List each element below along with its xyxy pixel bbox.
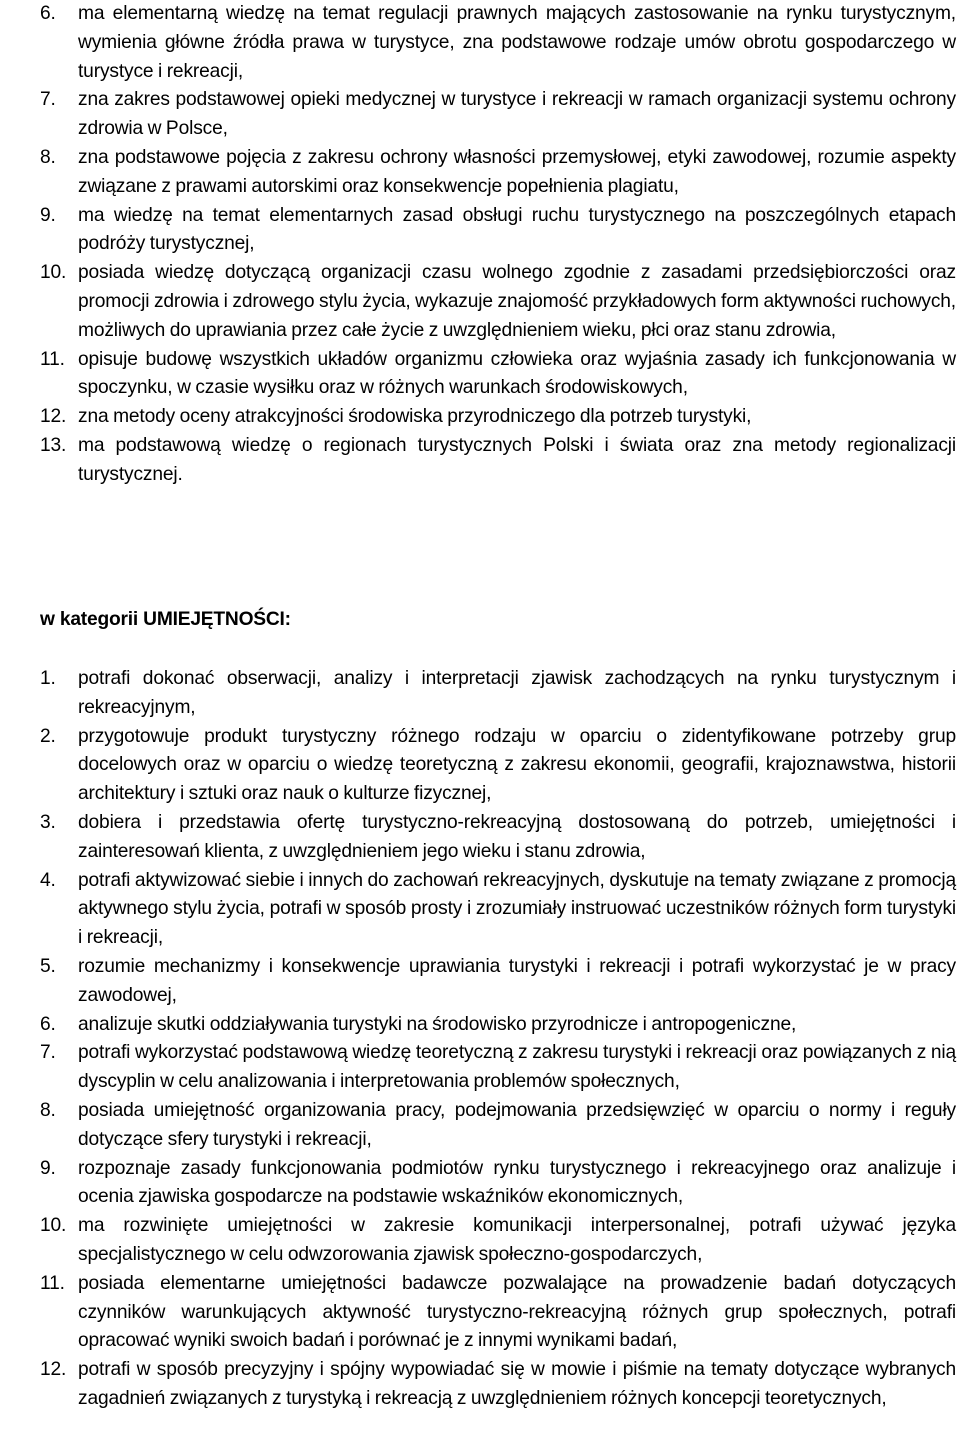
item-number: 8. bbox=[40, 146, 56, 168]
list-item bbox=[0, 1270, 960, 1356]
list-item bbox=[0, 1356, 960, 1414]
knowledge-outcomes-list bbox=[0, 0, 960, 490]
list-item bbox=[0, 259, 960, 345]
item-number: 6. bbox=[40, 1013, 56, 1035]
list-item bbox=[0, 1039, 960, 1097]
item-number: 10. bbox=[40, 1215, 67, 1237]
item-number: 9. bbox=[40, 1157, 56, 1179]
item-number: 12. bbox=[40, 406, 67, 428]
item-text: zna podstawowe pojęcia z zakresu ochrony własności przemysłowej, etyki zawodowej, rozumie aspekty związane z prawami autorskimi oraz konsekwencje popełnienia plagiatu, bbox=[78, 146, 956, 197]
item-number: 4. bbox=[40, 869, 56, 891]
item-number: 12. bbox=[40, 1359, 67, 1381]
item-text: rozumie mechanizmy i konsekwencje uprawiania turystyki i rekreacji i potrafi wykorzystać je w pracy zawodowej, bbox=[78, 955, 956, 1006]
item-text: analizuje skutki oddziaływania turystyki na środowisko przyrodnicze i antropogeniczne, bbox=[78, 1013, 797, 1035]
list-item bbox=[0, 723, 960, 809]
item-text: zna metody oceny atrakcyjności środowiska przyrodniczego dla potrzeb turystyki, bbox=[78, 406, 752, 428]
list-item bbox=[0, 953, 960, 1011]
item-number: 11. bbox=[40, 348, 65, 370]
item-text: ma elementarną wiedzę na temat regulacji prawnych mających zastosowanie na rynku turystycznym, wymienia główne źródła prawa w turystyce, zna podstawowe rodzaje umów obrotu gospodarczego w turystyce i rekreacji, bbox=[78, 3, 956, 82]
list-item bbox=[0, 1155, 960, 1213]
list-item bbox=[0, 432, 960, 490]
list-item bbox=[0, 809, 960, 867]
list-item bbox=[0, 346, 960, 404]
list-item bbox=[0, 1011, 960, 1040]
list-item bbox=[0, 202, 960, 260]
item-number: 8. bbox=[40, 1099, 56, 1121]
item-number: 1. bbox=[40, 668, 56, 689]
list-item bbox=[0, 403, 960, 432]
item-number: 5. bbox=[40, 955, 56, 977]
list-item bbox=[0, 665, 960, 723]
item-number: 7. bbox=[40, 89, 56, 111]
item-text: ma wiedzę na temat elementarnych zasad obsługi ruchu turystycznego na poszczególnych etapach podróży turystycznej, bbox=[78, 204, 956, 255]
item-text: ma rozwinięte umiejętności w zakresie komunikacji interpersonalnej, potrafi używać języka specjalistycznego w celu odwzorowania zjawisk społeczno-gospodarczych, bbox=[78, 1215, 956, 1265]
item-text: zna zakres podstawowej opieki medycznej w turystyce i rekreacji w ramach organizacji systemu ochrony zdrowia w Polsce, bbox=[78, 89, 956, 140]
item-text: potrafi wykorzystać podstawową wiedzę teoretyczną z zakresu turystyki i rekreacji oraz powiązanych z nią dyscyplin w celu analizowania i interpretowania problemów społecznych, bbox=[78, 1042, 956, 1093]
item-text: rozpoznaje zasady funkcjonowania podmiotów rynku turystycznego i rekreacyjnego oraz analizuje i ocenia zjawiska gospodarcze na podstawie wskaźników ekonomicznych, bbox=[78, 1157, 956, 1208]
item-text: dobiera i przedstawia ofertę turystyczno-rekreacyjną dostosowaną do potrzeb, umiejętności i zainteresowań klienta, z uwzględnieniem jego wieku i stanu zdrowia, bbox=[78, 811, 956, 862]
list-item bbox=[0, 0, 960, 86]
item-text: opisuje budowę wszystkich układów organizmu człowieka oraz wyjaśnia zasady ich funkcjonowania w spoczynku, w czasie wysiłku oraz w różnych warunkach środowiskowych, bbox=[78, 348, 956, 399]
item-text: potrafi dokonać obserwacji, analizy i interpretacji zjawisk zachodzących na rynku turystycznym i rekreacyjnym, bbox=[78, 668, 956, 718]
item-text: posiada wiedzę dotyczącą organizacji czasu wolnego zgodnie z zasadami przedsiębiorczości oraz promocji zdrowia i zdrowego stylu życia, wykazuje znajomość przykładowych form aktywności ruchowych, możliwych do uprawiania przez całe życie z uwzględnieniem wieku, płci oraz stanu zdrowia, bbox=[78, 262, 956, 341]
list-item bbox=[0, 144, 960, 202]
item-number: 9. bbox=[40, 204, 56, 226]
item-number: 10. bbox=[40, 262, 67, 284]
item-text: posiada elementarne umiejętności badawcze pozwalające na prowadzenie badań dotyczących czynników warunkujących aktywność turystyczno-rekreacyjną różnych grup społecznych, potrafi opracować wyniki swoich badań i porównać je z innymi wynikami badań, bbox=[78, 1272, 956, 1352]
item-number: 7. bbox=[40, 1042, 56, 1064]
item-number: 13. bbox=[40, 434, 67, 456]
item-number: 2. bbox=[40, 725, 56, 747]
item-number: 6. bbox=[40, 3, 56, 24]
item-text: posiada umiejętność organizowania pracy, podejmowania przedsięwzięć w oparciu o normy i reguły dotyczące sfery turystyki i rekreacji, bbox=[78, 1099, 956, 1150]
list-item bbox=[0, 1212, 960, 1270]
item-text: przygotowuje produkt turystyczny różnego rodzaju w oparciu o zidentyfikowane potrzeby grup docelowych oraz w oparciu o wiedzę teoretyczną z zakresu ekonomii, geografii, krajoznawstwa, historii architektury i sztuki oraz nauk o kulturze fizycznej, bbox=[78, 725, 956, 805]
item-text: potrafi aktywizować siebie i innych do zachowań rekreacyjnych, dyskutuje na tematy związane z promocją aktywnego stylu życia, potrafi w sposób prosty i zrozumiały instruować uczestników różnych form turystyki i rekreacji, bbox=[78, 869, 956, 949]
skills-outcomes-list bbox=[0, 665, 960, 1414]
section-heading: w kategorii UMIEJĘTNOŚCI: bbox=[40, 609, 291, 630]
item-text: ma podstawową wiedzę o regionach turystycznych Polski i świata oraz zna metody regionalizacji turystycznej. bbox=[78, 434, 956, 485]
item-text: potrafi w sposób precyzyjny i spójny wypowiadać się w mowie i piśmie na tematy dotyczące wybranych zagadnień związanych z turystyką i rekreacją z uwzględnieniem różnych koncepcji teoretycznych, bbox=[78, 1359, 956, 1409]
item-number: 3. bbox=[40, 811, 56, 833]
list-item bbox=[0, 1097, 960, 1155]
list-item bbox=[0, 86, 960, 144]
item-number: 11. bbox=[40, 1272, 65, 1294]
list-item bbox=[0, 867, 960, 953]
